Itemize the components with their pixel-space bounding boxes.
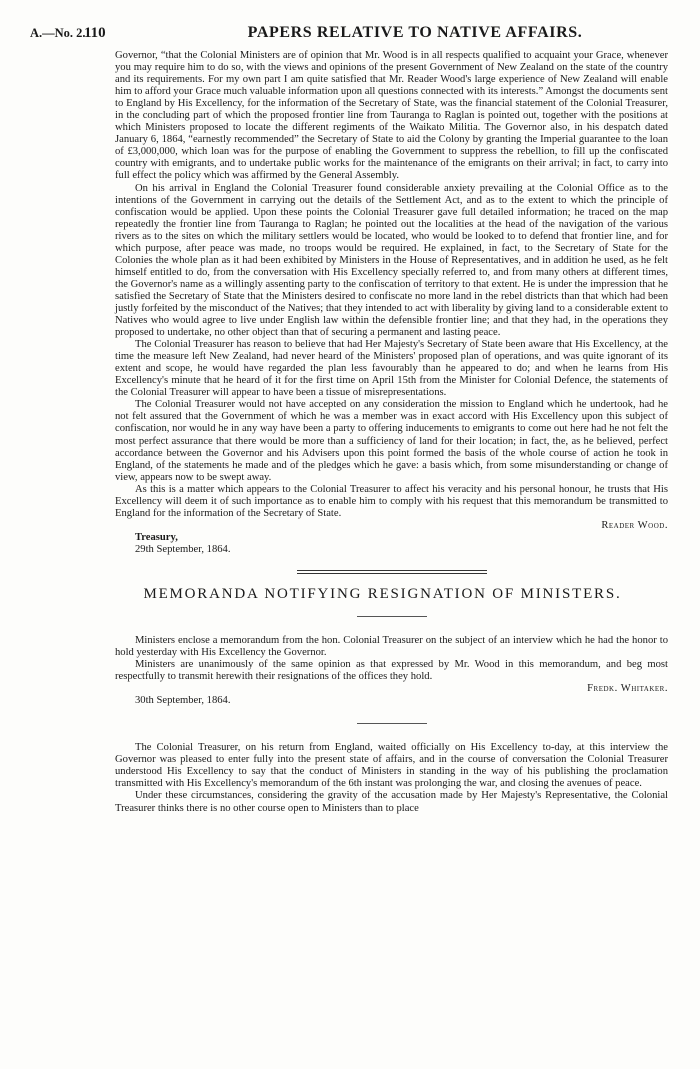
memo-signature: Reader Wood.: [601, 519, 668, 531]
page-number: 110: [84, 25, 106, 41]
section-paragraph: Ministers are unanimously of the same opinion as that expressed by Mr. Wood in this memorandum, and beg most respectfully to transmit herewith their resignations of the offices they hold.: [115, 659, 668, 683]
memo-paragraph: The Colonial Treasurer has reason to believe that had Her Majesty's Secretary of State been aware that His Excellency, at the time the measure left New Zealand, had never heard of the Ministers' proposed plan of operations, and was quite ignorant of its extent and scope, he would have regarded the plan less favourably than he appeared to do; and when he learns from His Excellency's minute that he heard of it for the first time on April 15th from the Minister for Colonial Defence, the statements of the Colonial Treasurer will appear to have been a tissue of misrepresentations.: [115, 339, 668, 399]
section-paragraph: Ministers enclose a memorandum from the hon. Colonial Treasurer on the subject of an interview which he had the honor to hold yesterday with His Excellency the Governor.: [115, 635, 668, 659]
memo-place: Treasury,: [135, 531, 178, 543]
section-date: 30th September, 1864.: [135, 695, 231, 707]
section-divider: [297, 570, 487, 574]
memo-paragraph: The Colonial Treasurer would not have accepted on any consideration the mission to England which he undertook, had he not felt assured that the Government of which he was a member was in exact accord with His Excellency upon this subject of confiscation, nor would he in any way have been a party to offering inducements to emigrants to come out here had he not felt the most perfect assurance that there would be more than a sufficiency of land for their location; in fact, the, as he believed, perfect accordance between the Governor and his Advisers upon this point formed the basis of the whole course of action he took in England, of the statements he made and of the pledges which he gave: a basis which, from some misunderstanding or change of view, appears now to be swept away.: [115, 399, 668, 483]
page-header: [0, 26, 700, 46]
page-body: [115, 50, 668, 815]
memo-date: 29th September, 1864.: [135, 543, 231, 555]
memo-paragraph: Governor, “that the Colonial Ministers are of opinion that Mr. Wood is in all respects qualified to acquaint your Grace, whenever you may require him to do so, with the views and opinions of the present Government of New Zealand on the state of the country and its requirements. For my own part I am quite satisfied that Mr. Reader Wood's large experience of New Zealand will enable him to afford your Grace much valuable information upon all questions connected with its interests.” Amongst the documents sent to England by His Excellency, for the information of the Secretary of State, was the financial statement of the Colonial Treasurer, in the concluding part of which the proposed frontier line from Tauranga to Raglan is pointed out, together with the positions at which Ministers proposed to locate the different regiments of the Waikato Militia. The Governor also, in his despatch dated January 6, 1864, “earnestly recommended” the Secretary of State to aid the Colony by granting the Imperial guarantee to the loan of £3,000,000, which loan was for the purpose of enabling the Government to suppress the rebellion, to fill up the confiscated country with emigrants, and to undertake public works for the maintenance of the emigrants on their arrival; in fact, to carry into full effect the policy which was affirmed by the General Assembly.: [115, 50, 668, 182]
running-title: PAPERS RELATIVE TO NATIVE AFFAIRS.: [247, 24, 583, 41]
memo-paragraph: As this is a matter which appears to the Colonial Treasurer to affect his veracity and his personal honour, he trusts that His Excellency will deem it of such importance as to enable him to comply with his request that this memorandum be transmitted to England for the information of the Secretary of State.: [115, 483, 668, 519]
short-divider: [357, 616, 427, 617]
memo2-paragraph: Under these circumstances, considering the gravity of the accusation made by Her Majesty's Representative, the Colonial Treasurer thinks there is no other course open to Ministers than to place: [115, 790, 668, 814]
document-reference: A.—No. 2.: [30, 26, 86, 40]
memo2-paragraph: The Colonial Treasurer, on his return from England, waited officially on His Excellency to-day, at this interview the Governor was pleased to enter fully into the present state of affairs, and in the course of conversation the Colonial Treasurer understood His Excellency to say that the conduct of Ministers in standing in the way of his publishing the proclamation transmitted with His Excellency's memorandum of the 6th instant was prolonging the war, and closing the avenues of peace.: [115, 742, 668, 790]
memo-paragraph: On his arrival in England the Colonial Treasurer found considerable anxiety prevailing at the Colonial Office as to the intentions of the Government in carrying out the details of the Settlement Act, and as to the extent to which the principle of confiscation would be applied. Upon these points the Colonial Treasurer gave full detailed information; he traced on the map repeatedly the frontier line from Tauranga to Raglan; he pointed out the localities at the head of the navigation of the various rivers as to the sites on which the military settlers would be located, who would be looked to to defend that frontier line, and for which purpose, after peace was made, no troops would be required. He explained, in fact, to the Secretary of State for the Colonies the whole plan as it had been exhibited by Ministers in the House of Representatives, and in addition he used, as he felt himself entitled to do, from the conversation with His Excellency specially referred to, and from many others at different times, the Governor's name as a willingly assenting party to the confiscation of territory to that extent. He is under the impression that he satisfied the Secretary of State that the Ministers desired to confiscate no more land in the rebel districts than that which had been justly forfeited by the misconduct of the Natives; that they intended to act with liberality by giving land to a considerable extent to Natives who would agree to live under English law within the defensible frontier line; and that they had, in the operations they proposed to undertake, no other object than that of securing a permanent and lasting peace.: [115, 182, 668, 339]
short-divider: [357, 723, 427, 724]
section-signature: Fredk. Whitaker.: [587, 683, 668, 695]
section-title: MEMORANDA NOTIFYING RESIGNATION OF MINISTERS.: [143, 585, 622, 602]
